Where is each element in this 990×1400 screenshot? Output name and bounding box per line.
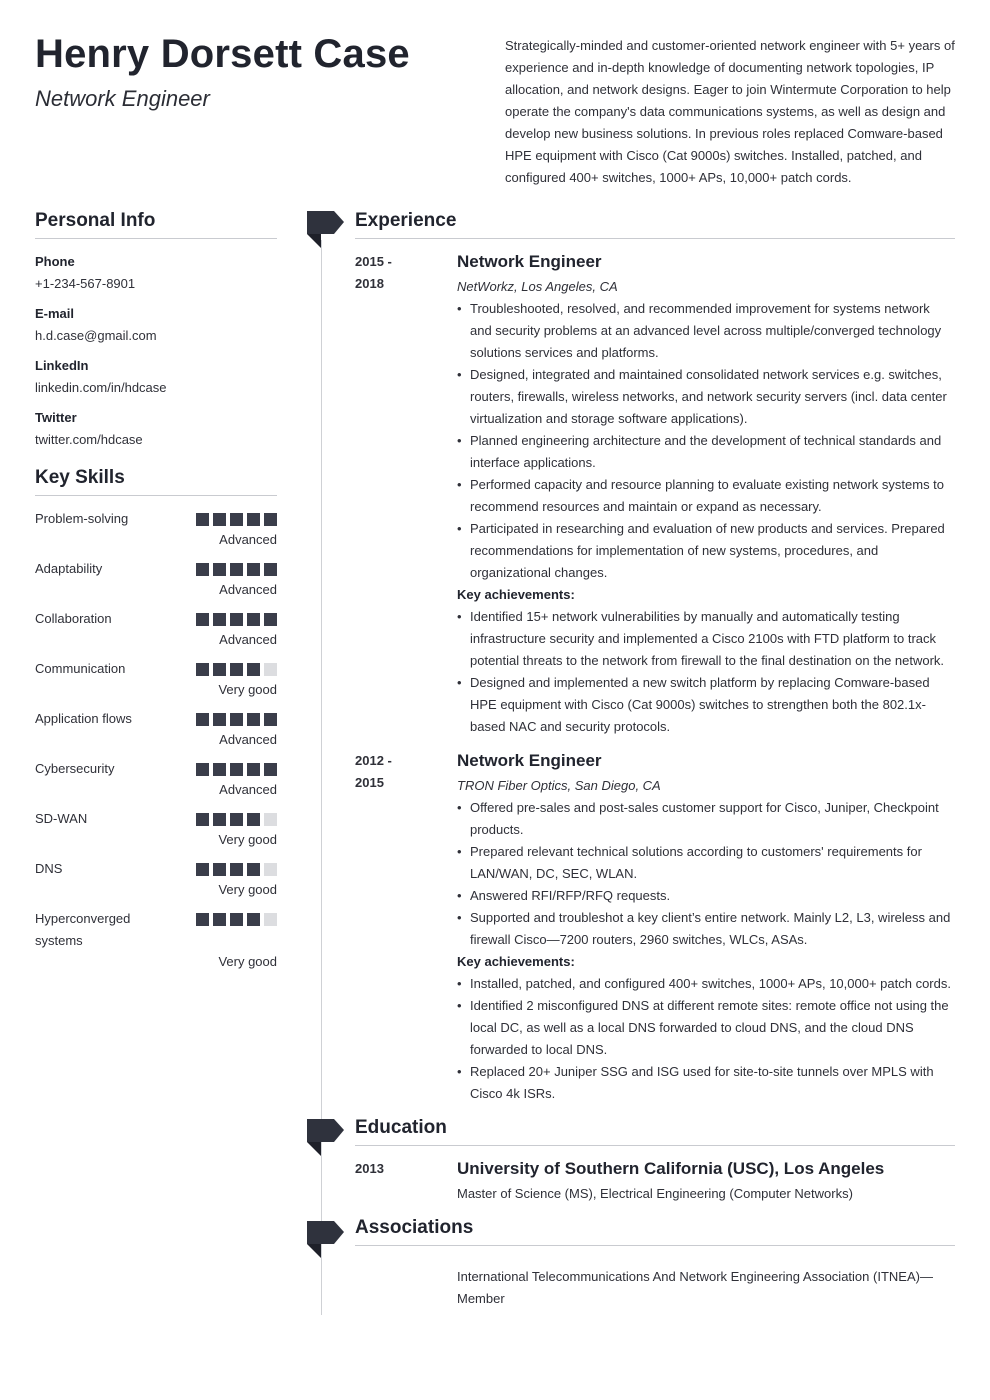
rating-dot-filled <box>196 613 209 626</box>
education-body <box>457 1158 955 1205</box>
skill-level: Advanced <box>219 632 277 647</box>
rating-dot-filled <box>230 513 243 526</box>
rating-dot-filled <box>230 713 243 726</box>
personal-info-value: linkedin.com/in/hdcase <box>35 380 167 395</box>
responsibilities-list <box>457 797 955 951</box>
education-flag-icon <box>307 1119 344 1156</box>
responsibility-item: • Answered RFI/RFP/RFQ requests. <box>457 885 955 907</box>
experience-body <box>457 750 955 1105</box>
skill-row <box>35 808 277 830</box>
skill-level: Very good <box>218 882 277 897</box>
skill-level: Advanced <box>219 782 277 797</box>
responsibility-item: • Troubleshooted, resolved, and recommended improvement for systems network and security problems at an advanced level across multiple/converged technology solutions services and platforms. <box>457 298 955 364</box>
skill-level: Very good <box>218 832 277 847</box>
rating-dot-filled <box>247 913 260 926</box>
responsibility-item: • Performed capacity and resource planning to evaluate existing network systems to recommend resources and maintain or expand as necessary. <box>457 474 955 518</box>
responsibility-item: • Prepared relevant technical solutions according to customers' requirements for LAN/WAN, DC, SEC, WLAN. <box>457 841 955 885</box>
responsibility-item: • Designed, integrated and maintained consolidated network services e.g. switches, routers, firewalls, wireless networks, and network security servers (incl. data center virtualization and storage software applications). <box>457 364 955 430</box>
skill-name: Problem-solving <box>35 511 129 526</box>
personal-info-value: h.d.case@gmail.com <box>35 328 157 343</box>
rating-dot-filled <box>196 763 209 776</box>
rating-dot-filled <box>264 713 277 726</box>
skill-row <box>35 558 277 580</box>
skill-rating <box>196 863 277 876</box>
experience-title: Network Engineer <box>457 252 602 271</box>
personal-info-label: Twitter <box>35 410 77 425</box>
experience-date: 2015 - 2018 <box>355 254 392 291</box>
skill-name: SD-WAN <box>35 811 88 826</box>
rating-dot-filled <box>264 513 277 526</box>
skill-row <box>35 758 277 780</box>
rating-dot-filled <box>264 563 277 576</box>
association-text: International Telecommunications And Network Engineering Association (ITNEA)—Member <box>457 1269 933 1306</box>
rating-dot-filled <box>196 513 209 526</box>
rating-dot-filled <box>247 563 260 576</box>
rating-dot-filled <box>196 713 209 726</box>
skill-item <box>35 508 277 551</box>
rating-dot-filled <box>213 813 226 826</box>
experience-heading: Experience <box>355 210 955 239</box>
skill-item <box>35 708 277 751</box>
education-school: University of Southern California (USC), Los Angeles <box>457 1159 885 1178</box>
experience-list <box>355 251 955 1105</box>
rating-dot-filled <box>247 863 260 876</box>
skills-list <box>35 508 277 973</box>
achievement-item: • Designed and implemented a new switch platform by replacing Comware-based HPE equipment with Cisco (Cat 9000s) switches to strengthen both the 802.1x-based NAC and security protocols. <box>457 672 955 738</box>
responsibility-item: • Supported and troubleshot a key client’s entire network. Mainly L2, L3, wireless and firewall Cisco—7200 routers, 2960 switches, WLCs, ASAs. <box>457 907 955 951</box>
rating-dot-empty <box>264 813 277 826</box>
key-achievements-label: Key achievements: <box>457 587 575 602</box>
skill-row <box>35 508 277 530</box>
experience-entry <box>355 750 955 1105</box>
rating-dot-filled <box>213 613 226 626</box>
achievement-item: • Identified 2 misconfigured DNS at different remote sites: remote office not using the local DC, as well as a local DNS forwarded to cloud DNS, and the cloud DNS forwarded to local DNS. <box>457 995 955 1061</box>
skill-level: Advanced <box>219 582 277 597</box>
personal-info-heading: Personal Info <box>35 210 277 239</box>
achievement-item: • Identified 15+ network vulnerabilities by manually and automatically testing infrastructure security and implemented a Cisco 2100s with FTD platform to track potential threats to the network from firewall to the final destination on the network. <box>457 606 955 672</box>
skill-name: Adaptability <box>35 561 103 576</box>
summary-paragraph: Strategically-minded and customer-oriented network engineer with 5+ years of experience and in-depth knowledge of documenting network topologies, IP allocation, and network designs. Eager to join Wintermute Corporation to help operate the company's data communications systems, as well as design and develop new business solutions. In previous roles replaced Comware-based HPE equipment with Cisco (Cat 9000s) switches. Installed, patched, and configured 400+ switches, 1000+ APs, 10,000+ patch cords. <box>505 38 955 185</box>
responsibility-item: • Offered pre-sales and post-sales customer support for Cisco, Juniper, Checkpoint products. <box>457 797 955 841</box>
key-skills-heading: Key Skills <box>35 467 277 496</box>
job-title: Network Engineer <box>35 86 210 111</box>
skill-rating <box>196 513 277 526</box>
personal-info-label: Phone <box>35 254 75 269</box>
rating-dot-filled <box>230 763 243 776</box>
achievement-item: • Replaced 20+ Juniper SSG and ISG used for site-to-site tunnels over MPLS with Cisco 4k ISRs. <box>457 1061 955 1105</box>
responsibility-item: • Planned engineering architecture and the development of technical standards and interface applications. <box>457 430 955 474</box>
rating-dot-empty <box>264 863 277 876</box>
achievements-list <box>457 606 955 738</box>
personal-info-label: E-mail <box>35 306 75 321</box>
left-column <box>35 210 277 980</box>
skill-item <box>35 608 277 651</box>
education-degree: Master of Science (MS), Electrical Engineering (Computer Networks) <box>457 1186 853 1201</box>
personal-info-label: LinkedIn <box>35 358 89 373</box>
skill-item <box>35 808 277 851</box>
skill-name: Communication <box>35 661 126 676</box>
personal-info-list <box>35 251 277 451</box>
skill-name: Cybersecurity <box>35 761 115 776</box>
experience-body <box>457 251 955 738</box>
responsibilities-list <box>457 298 955 584</box>
skill-level: Very good <box>218 682 277 697</box>
experience-company: NetWorkz, Los Angeles, CA <box>457 279 618 294</box>
skill-item <box>35 658 277 701</box>
rating-dot-filled <box>247 713 260 726</box>
rating-dot-filled <box>230 913 243 926</box>
associations-list <box>355 1258 955 1310</box>
experience-title: Network Engineer <box>457 751 602 770</box>
skill-rating <box>196 613 277 626</box>
responsibility-item: • Participated in researching and evaluation of new products and services. Prepared recommendations for implementation of new systems, procedures, and organizational changes. <box>457 518 955 584</box>
skill-item <box>35 908 277 973</box>
rating-dot-filled <box>264 613 277 626</box>
rating-dot-filled <box>247 813 260 826</box>
experience-date: 2012 - 2015 <box>355 753 392 790</box>
skill-row <box>35 908 277 952</box>
skill-item <box>35 858 277 901</box>
rating-dot-filled <box>213 513 226 526</box>
education-list <box>355 1158 955 1205</box>
skill-rating <box>196 713 277 726</box>
rating-dot-filled <box>230 813 243 826</box>
rating-dot-filled <box>213 563 226 576</box>
education-entry <box>355 1158 955 1205</box>
rating-dot-filled <box>213 713 226 726</box>
rating-dot-empty <box>264 913 277 926</box>
rating-dot-filled <box>196 913 209 926</box>
rating-dot-filled <box>196 563 209 576</box>
skill-row <box>35 658 277 680</box>
education-date: 2013 <box>355 1161 384 1176</box>
skill-rating <box>196 763 277 776</box>
rating-dot-filled <box>213 763 226 776</box>
skill-rating <box>196 913 277 926</box>
experience-company: TRON Fiber Optics, San Diego, CA <box>457 778 661 793</box>
right-column <box>355 210 955 1322</box>
rating-dot-filled <box>196 663 209 676</box>
rating-dot-filled <box>247 613 260 626</box>
skill-row <box>35 708 277 730</box>
skill-level: Advanced <box>219 732 277 747</box>
skill-level: Very good <box>218 954 277 969</box>
associations-heading: Associations <box>355 1217 955 1246</box>
skill-name: Application flows <box>35 711 132 726</box>
association-date-spacer <box>355 1266 457 1310</box>
rating-dot-filled <box>213 913 226 926</box>
personal-info-value: twitter.com/hdcase <box>35 432 143 447</box>
achievements-list <box>457 973 955 1105</box>
achievement-item: • Installed, patched, and configured 400+ switches, 1000+ APs, 10,000+ patch cords. <box>457 973 955 995</box>
skill-row <box>35 858 277 880</box>
skill-item <box>35 558 277 601</box>
rating-dot-filled <box>264 763 277 776</box>
rating-dot-filled <box>213 863 226 876</box>
education-heading: Education <box>355 1117 955 1146</box>
skill-name: Hyperconverged systems <box>35 911 131 948</box>
candidate-name: Henry Dorsett Case <box>35 32 410 76</box>
skill-row <box>35 608 277 630</box>
rating-dot-filled <box>196 863 209 876</box>
rating-dot-filled <box>247 763 260 776</box>
experience-flag-icon <box>307 211 344 248</box>
rating-dot-filled <box>230 563 243 576</box>
rating-dot-filled <box>230 663 243 676</box>
skill-name: Collaboration <box>35 611 112 626</box>
associations-flag-icon <box>307 1221 344 1258</box>
association-entry <box>355 1258 955 1310</box>
rating-dot-filled <box>196 813 209 826</box>
rating-dot-filled <box>230 863 243 876</box>
personal-info-value: +1-234-567-8901 <box>35 276 136 291</box>
rating-dot-empty <box>264 663 277 676</box>
skill-level: Advanced <box>219 532 277 547</box>
skill-rating <box>196 813 277 826</box>
rating-dot-filled <box>247 513 260 526</box>
skill-rating <box>196 563 277 576</box>
rating-dot-filled <box>230 613 243 626</box>
experience-entry <box>355 251 955 738</box>
rating-dot-filled <box>247 663 260 676</box>
key-achievements-label: Key achievements: <box>457 954 575 969</box>
rating-dot-filled <box>213 663 226 676</box>
skill-name: DNS <box>35 861 63 876</box>
skill-rating <box>196 663 277 676</box>
skill-item <box>35 758 277 801</box>
